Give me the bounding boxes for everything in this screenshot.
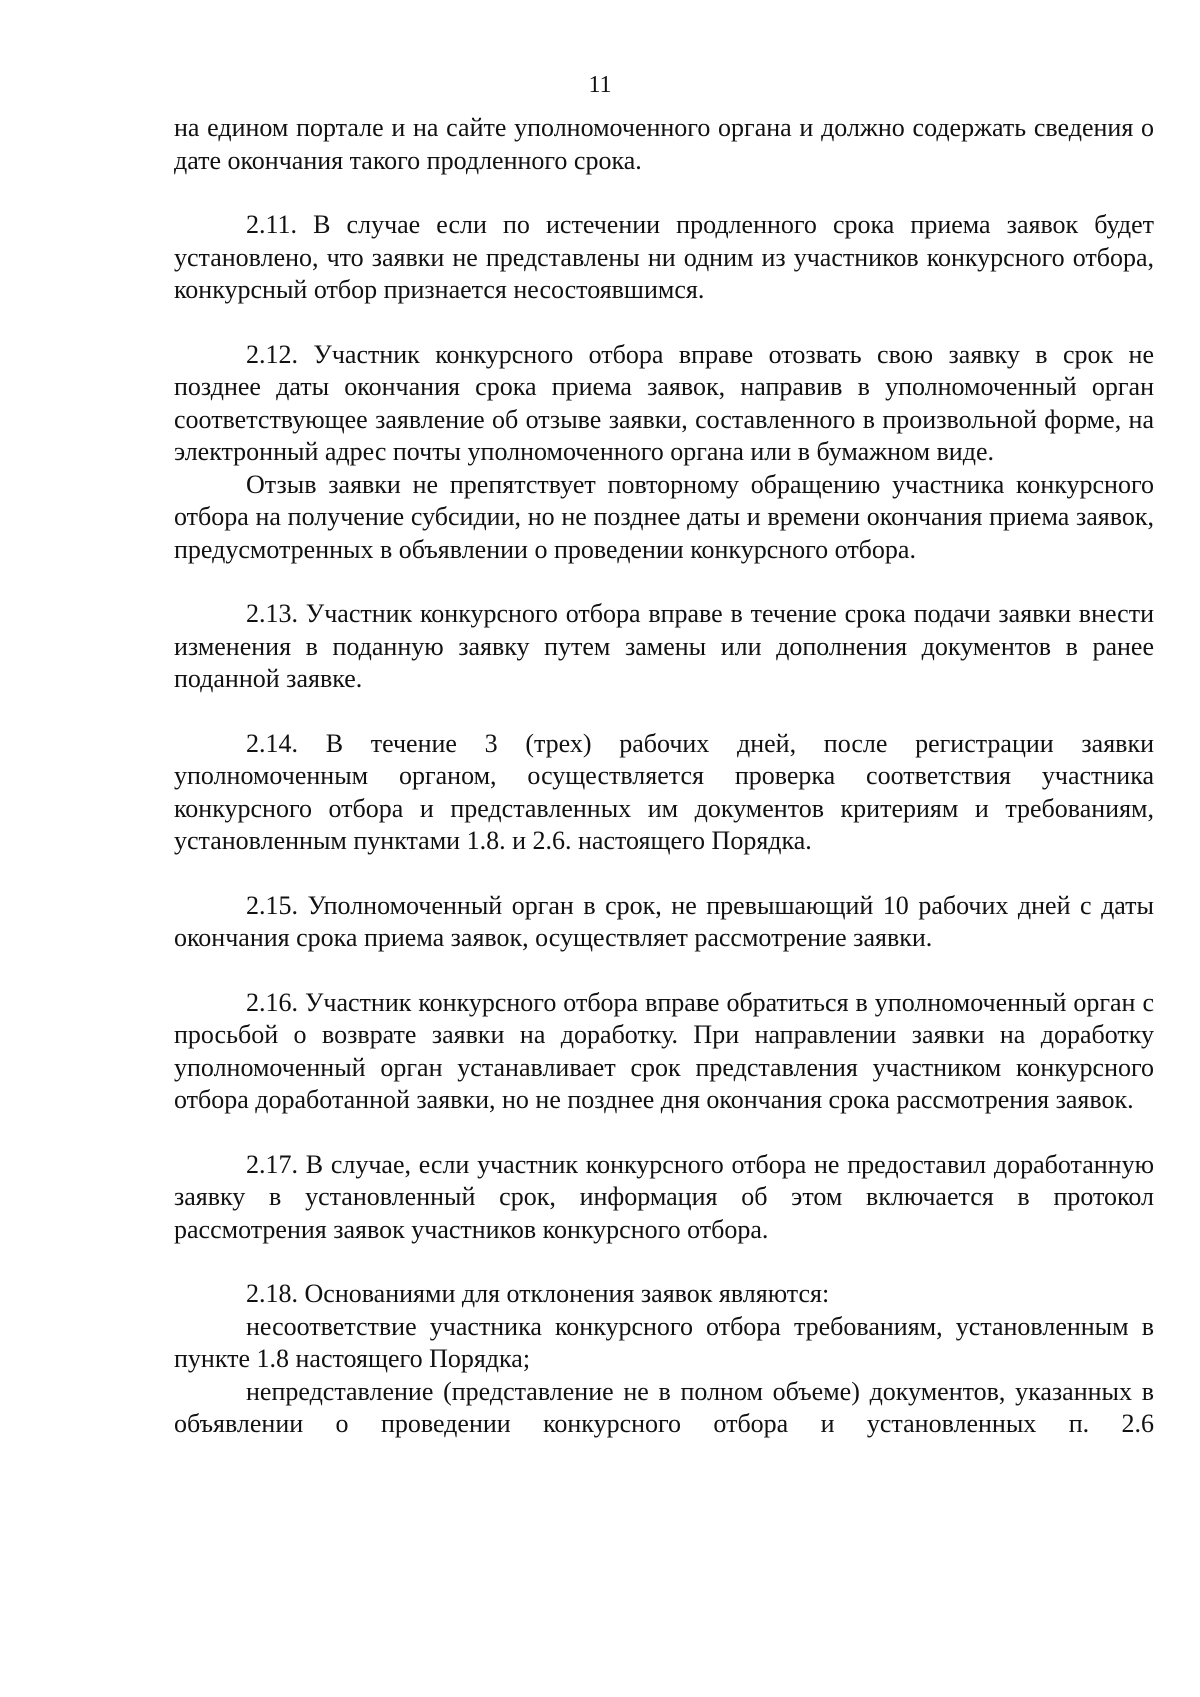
paragraph-2-12: 2.12. Участник конкурсного отбора вправе отозвать свою заявку в срок не позднее даты окончания срока приема заявок, направив в уполномоченный орган соответствующее заявление об отзыве заявки, составленного в произвольной форме, на электронный адрес почты уполномоченного органа или в бумажном виде.: [174, 339, 1154, 466]
paragraph-2-12-withdrawal: Отзыв заявки не препятствует повторному обращению участника конкурсного отбора на получение субсидии, но не позднее даты и времени окончания приема заявок, предусмотренных в объявлении о проведении конкурсного отбора.: [174, 469, 1154, 564]
paragraph-2-18-item-1: несоответствие участника конкурсного отбора требованиям, установленным в пункте 1.8 настоящего Порядка;: [174, 1311, 1154, 1373]
page-number: 11: [588, 72, 612, 98]
paragraph-2-16: 2.16. Участник конкурсного отбора вправе обратиться в уполномоченный орган с просьбой о возврате заявки на доработку. При направлении заявки на доработку уполномоченный орган устанавливает срок представления участником конкурсного отбора доработанной заявки, но не позднее дня окончания срока рассмотрения заявок.: [174, 987, 1154, 1114]
paragraph-2-18: 2.18. Основаниями для отклонения заявок являются:: [246, 1279, 830, 1308]
paragraph-2-14: 2.14. В течение 3 (трех) рабочих дней, после регистрации заявки уполномоченным органом, осуществляется проверка соответствия участника конкурсного отбора и представленных им документов критериям и требованиям, установленным пунктами 1.8. и 2.6. настоящего Порядка.: [174, 728, 1154, 855]
paragraph-2-18-item-2: непредставление (представление не в полном объеме) документов, указанных в объявлении о проведении конкурсного отбора и установленных п. 2.6: [174, 1376, 1154, 1438]
paragraph-2-11: 2.11. В случае если по истечении продленного срока приема заявок будет установлено, что заявки не представлены ни одним из участников конкурсного отбора, конкурсный отбор признается несостоявшимся.: [174, 210, 1154, 304]
paragraph-1: на едином портале и на сайте уполномоченного органа и должно содержать сведения о дате окончания такого продленного срока.: [174, 113, 1154, 175]
paragraph-2-17: 2.17. В случае, если участник конкурсного отбора не предоставил доработанную заявку в установленный срок, информация об этом включается в протокол рассмотрения заявок участников конкурсного отбора.: [174, 1149, 1154, 1244]
document-body: [174, 112, 1154, 1441]
paragraph-2-15: 2.15. Уполномоченный орган в срок, не превышающий 10 рабочих дней с даты окончания срока приема заявок, осуществляет рассмотрение заявки.: [174, 890, 1154, 952]
paragraph-2-13: 2.13. Участник конкурсного отбора вправе в течение срока подачи заявки внести изменения в поданную заявку путем замены или дополнения документов в ранее поданной заявке.: [174, 599, 1154, 693]
